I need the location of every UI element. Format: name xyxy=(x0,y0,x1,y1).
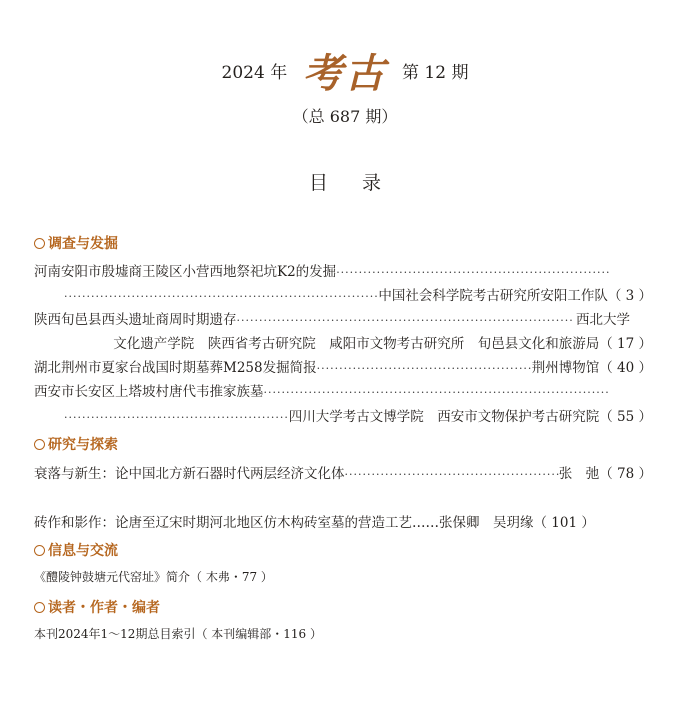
section-heading xyxy=(34,540,118,560)
section-title: 读者・作者・编者 xyxy=(48,600,160,616)
entry-page: （ 101 ） xyxy=(533,515,595,531)
toc-entry-cont xyxy=(64,332,652,352)
entry-title: 河南安阳市殷墟商王陵区小营西地祭祀坑K2的发掘 xyxy=(34,264,337,280)
entry-author: 中国社会科学院考古研究所安阳工作队 xyxy=(378,288,608,304)
entry-page: （ 17 ） xyxy=(599,336,652,352)
dot-leader xyxy=(317,362,532,375)
circle-icon xyxy=(34,545,45,556)
entry-page: （ 40 ） xyxy=(599,360,652,376)
section-title: 信息与交流 xyxy=(48,543,118,559)
dot-leader: …… xyxy=(412,515,439,531)
entry-author: 张 弛 xyxy=(558,466,600,482)
entry-title: 西安市长安区上塔坡村唐代韦推家族墓 xyxy=(34,384,264,400)
section-title: 调查与发掘 xyxy=(48,236,118,252)
entry-page: （ 55 ） xyxy=(599,409,652,425)
circle-icon xyxy=(34,602,45,613)
toc-entry[interactable] xyxy=(34,308,652,328)
entry-author: 四川大学考古文博学院 西安市文物保护考古研究院 xyxy=(288,409,600,425)
circle-icon xyxy=(34,439,45,450)
toc-entry[interactable] xyxy=(34,260,610,280)
toc-entry-cont xyxy=(64,405,652,425)
toc-title: 目录 xyxy=(308,172,415,194)
entry-title: 衰落与新生：论中国北方新石器时代两层经济文化体 xyxy=(34,466,345,482)
entry-author: 张保卿 吴玥缘 xyxy=(439,515,534,531)
toc-entry[interactable] xyxy=(34,380,610,400)
toc-entry[interactable]: 《醴陵钟鼓塘元代窑址》简介（ 木弗・77 ） xyxy=(34,570,273,584)
header-year: 2024 年 xyxy=(221,63,288,83)
total-issue: （总 687 期） xyxy=(292,107,398,126)
toc-entry[interactable]: 本刊2024年1～12期总目索引（ 本刊编辑部・116 ） xyxy=(34,627,322,641)
section-heading xyxy=(34,597,160,617)
section-heading xyxy=(34,233,118,253)
dot-leader xyxy=(64,411,289,424)
entry-title: 砖作和影作：论唐至辽宋时期河北地区仿木构砖室墓的营造工艺 xyxy=(34,515,412,531)
journal-header xyxy=(0,42,690,99)
dot-leader xyxy=(345,468,559,481)
entry-title: 湖北荆州市夏家台战国时期墓葬M258发掘简报 xyxy=(34,360,317,376)
circle-icon xyxy=(34,238,45,249)
journal-logo: 考古 xyxy=(302,50,387,97)
dot-leader xyxy=(64,290,378,303)
entry-author: 荆州博物馆 xyxy=(531,360,600,376)
dot-leader xyxy=(336,266,610,279)
section-heading xyxy=(34,434,118,454)
dot-leader xyxy=(264,386,611,399)
toc-entry[interactable] xyxy=(34,462,652,482)
entry-title: 陕西旬邑县西头遗址商周时期遗存 xyxy=(34,312,237,328)
dot-leader xyxy=(237,314,573,327)
entry-author: 文化遗产学院 陕西省考古研究院 咸阳市文物考古研究所 旬邑县文化和旅游局 xyxy=(113,336,600,352)
section-title: 研究与探索 xyxy=(48,437,118,453)
toc-entry-cont xyxy=(64,284,652,304)
header-issue: 第 12 期 xyxy=(402,63,469,83)
entry-page: （ 78 ） xyxy=(599,466,652,482)
entry-page: （ 3 ） xyxy=(607,288,652,304)
toc-entry[interactable] xyxy=(34,356,652,376)
toc-entry[interactable] xyxy=(34,511,652,531)
entry-author: 西北大学 xyxy=(576,312,630,328)
